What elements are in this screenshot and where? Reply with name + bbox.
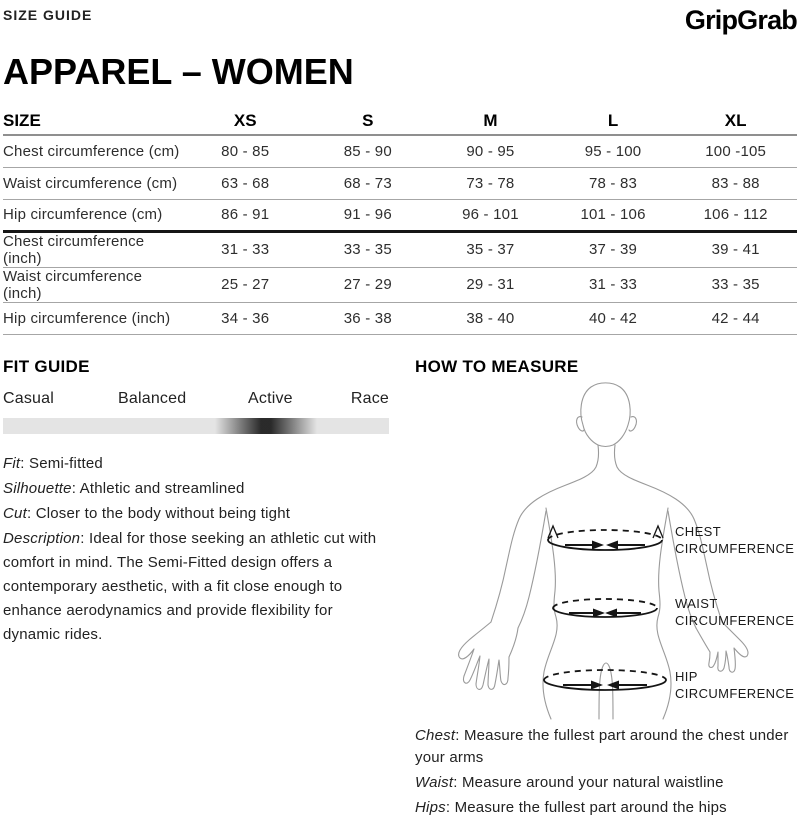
head-outline	[581, 382, 630, 446]
column-header-size: SIZE	[3, 107, 184, 135]
fit-detail-cut	[3, 502, 389, 526]
cell-value: 42 - 44	[674, 302, 797, 334]
instruction-term: Waist :	[415, 774, 462, 791]
left-shoulder-arm	[491, 445, 599, 622]
cell-value: 31 - 33	[552, 267, 675, 302]
fit-guide-section	[3, 357, 389, 822]
right-hand	[696, 622, 748, 672]
size-table	[3, 107, 797, 335]
how-to-measure-heading: HOW TO MEASURE	[415, 356, 579, 376]
table-row	[3, 135, 797, 167]
row-label: Waist circumference (inch)	[3, 267, 184, 302]
cell-value: 39 - 41	[674, 231, 797, 267]
cell-value: 83 - 88	[674, 167, 797, 199]
table-row	[3, 302, 797, 334]
gripgrab-logo: GripGrab	[684, 5, 797, 35]
fit-detail-text: Semi-fitted	[29, 454, 103, 472]
waist-circumference-label: WAIST CIRCUMFERENCE	[675, 595, 795, 628]
fit-detail-text: Closer to the body without being tight	[35, 504, 291, 522]
fit-guide-heading: FIT GUIDE	[3, 356, 90, 376]
fit-scale-label-balanced: Balanced	[118, 389, 187, 407]
table-row	[3, 231, 797, 267]
row-label: Waist circumference (cm)	[3, 167, 184, 199]
fit-scale-bar	[3, 418, 389, 434]
fit-scale-labels	[3, 390, 389, 409]
fit-detail-term: Cut :	[3, 505, 36, 522]
instruction-text: Measure the fullest part around the chest under your arms	[415, 726, 789, 766]
cell-value: 100 -105	[674, 135, 797, 167]
row-label: Chest circumference (cm)	[3, 135, 184, 167]
inner-legs	[599, 663, 613, 719]
cell-value: 36 - 38	[307, 302, 430, 334]
fit-detail-term: Silhouette :	[3, 480, 80, 497]
cell-value: 85 - 90	[307, 135, 430, 167]
fit-detail-fit	[3, 452, 389, 476]
hips-instruction	[415, 797, 797, 819]
fit-scale-label-active: Active	[248, 389, 293, 407]
torso-right	[657, 508, 671, 719]
cell-value: 73 - 78	[429, 167, 552, 199]
cell-value: 90 - 95	[429, 135, 552, 167]
measurement-diagram	[415, 377, 797, 723]
page-title: APPAREL – WOMEN	[3, 51, 354, 92]
fit-detail-silhouette	[3, 477, 389, 501]
cell-value: 86 - 91	[184, 199, 307, 231]
cell-value: 63 - 68	[184, 167, 307, 199]
cell-value: 29 - 31	[429, 267, 552, 302]
cell-value: 31 - 33	[184, 231, 307, 267]
fit-detail-text: Athletic and streamlined	[79, 479, 245, 497]
cell-value: 68 - 73	[307, 167, 430, 199]
instruction-text: Measure the fullest part around the hips	[454, 798, 727, 816]
chest-instruction	[415, 725, 797, 769]
row-label: Hip circumference (inch)	[3, 302, 184, 334]
waist-measure-tape	[553, 599, 657, 618]
instruction-term: Hips :	[415, 799, 455, 816]
how-to-measure-section	[415, 357, 797, 822]
column-header-m: M	[429, 107, 552, 135]
fit-detail-term: Fit :	[3, 455, 29, 472]
header-bar	[3, 5, 797, 37]
fit-details	[3, 452, 389, 647]
cell-value: 91 - 96	[307, 199, 430, 231]
page-label: SIZE GUIDE	[3, 7, 93, 23]
fit-scale-label-casual: Casual	[3, 389, 55, 407]
fit-detail-description	[3, 527, 389, 647]
hip-circumference-label: HIP CIRCUMFERENCE	[675, 668, 795, 701]
cell-value: 80 - 85	[184, 135, 307, 167]
table-row	[3, 167, 797, 199]
cell-value: 34 - 36	[184, 302, 307, 334]
column-header-xl: XL	[674, 107, 797, 135]
fit-detail-text: Ideal for those seeking an athletic cut with comfort in mind. The Semi-Fitted design offers a contemporary aesthetic, with a fit close enough to enhance aerodynamics and provide flexibility for dynamic rides.	[3, 529, 377, 643]
cell-value: 33 - 35	[674, 267, 797, 302]
cell-value: 27 - 29	[307, 267, 430, 302]
left-hand	[459, 622, 518, 689]
column-header-s: S	[307, 107, 430, 135]
cell-value: 40 - 42	[552, 302, 675, 334]
cell-value: 101 - 106	[552, 199, 675, 231]
table-row	[3, 199, 797, 231]
cell-value: 33 - 35	[307, 231, 430, 267]
cell-value: 37 - 39	[552, 231, 675, 267]
hip-measure-tape	[544, 670, 666, 690]
cell-value: 78 - 83	[552, 167, 675, 199]
fit-detail-term: Description :	[3, 530, 89, 547]
size-table-header-row	[3, 107, 797, 135]
torso-left	[543, 508, 557, 719]
cell-value: 35 - 37	[429, 231, 552, 267]
row-label: Chest circumference (inch)	[3, 231, 184, 267]
row-label: Hip circumference (cm)	[3, 199, 184, 231]
cell-value: 95 - 100	[552, 135, 675, 167]
instruction-term: Chest :	[415, 727, 464, 744]
instruction-text: Measure around your natural waistline	[461, 773, 724, 791]
fit-scale-label-race: Race	[350, 389, 389, 407]
chest-circumference-label: CHEST CIRCUMFERENCE	[675, 523, 795, 556]
chest-measure-tape	[548, 526, 663, 550]
table-row	[3, 267, 797, 302]
measure-instructions	[415, 725, 797, 819]
column-header-xs: XS	[184, 107, 307, 135]
cell-value: 38 - 40	[429, 302, 552, 334]
cell-value: 96 - 101	[429, 199, 552, 231]
cell-value: 106 - 112	[674, 199, 797, 231]
column-header-l: L	[552, 107, 675, 135]
left-arm-inner	[518, 511, 546, 628]
waist-instruction	[415, 772, 797, 794]
cell-value: 25 - 27	[184, 267, 307, 302]
